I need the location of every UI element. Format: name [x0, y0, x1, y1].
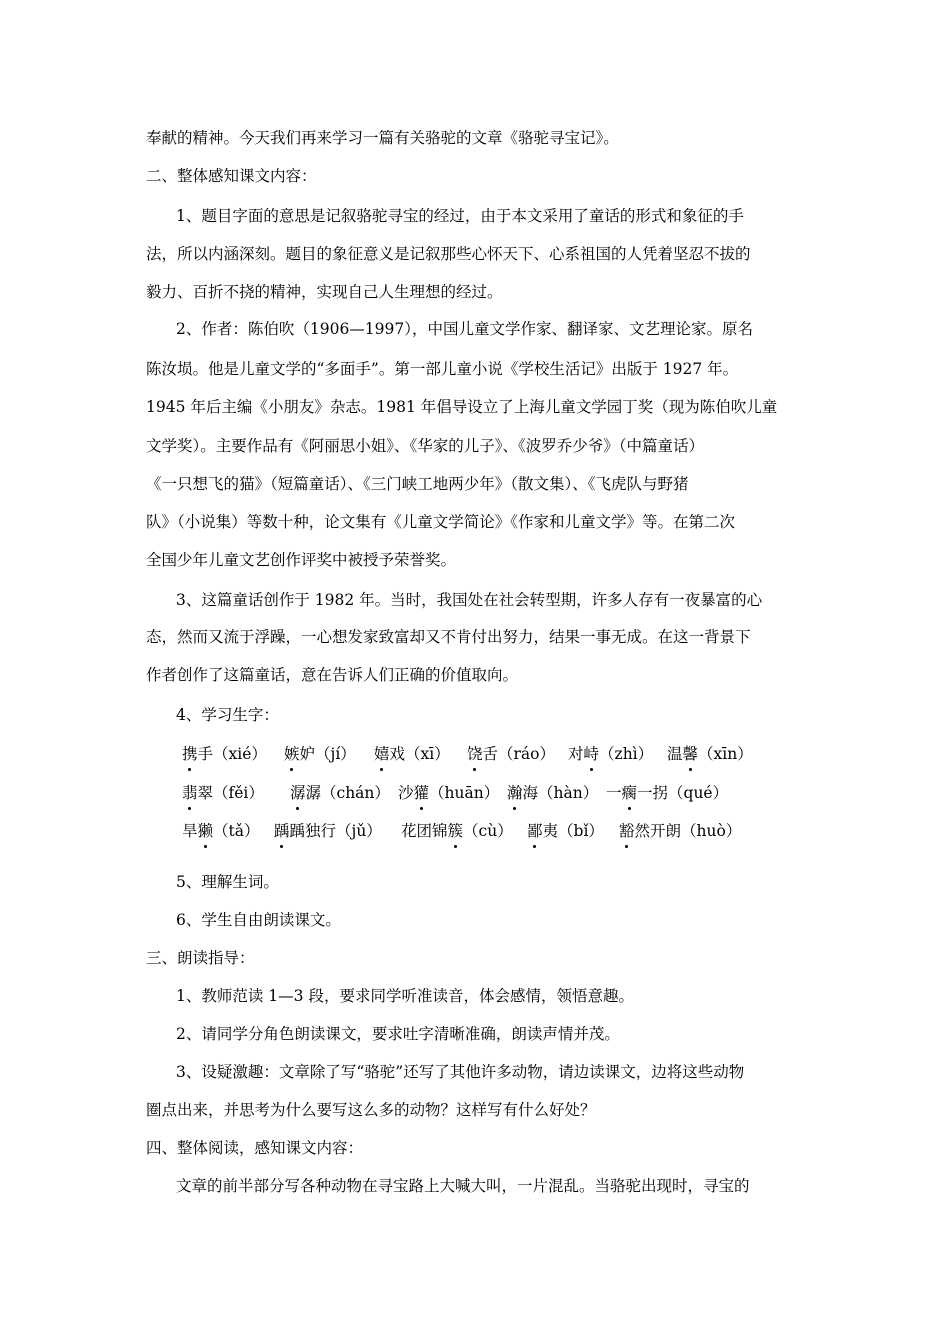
- vocab-item: 温馨（xīn）: [667, 745, 753, 763]
- vocab-item: 瀚海（hàn）: [507, 784, 599, 802]
- text-line: 6、学生自由朗读课文。: [176, 911, 341, 929]
- text-line: 1、题目字面的意思是记叙骆驼寻宝的经过，由于本文采用了童话的形式和象征的手: [176, 207, 744, 225]
- text-line: 态，然而又流于浮躁，一心想发家致富却又不肯付出努力，结果一事无成。在这一背景下: [146, 628, 751, 646]
- vocab-item: 旱獭（tǎ）: [182, 822, 260, 840]
- text-line: 队》（小说集）等数十种，论文集有《儿童文学简论》《作家和儿童文学》等。在第二次: [146, 513, 736, 531]
- vocab-item: 一瘸一拐（qué）: [606, 784, 729, 802]
- text-line: 《一只想飞的猫》（短篇童话）、《三门峡工地两少年》（散文集）、《飞虎队与野猪: [146, 475, 689, 493]
- emphasis-dot-char: 饶: [467, 745, 483, 763]
- text-line: 圈点出来，并思考为什么要写这么多的动物？这样写有什么好处？: [146, 1101, 596, 1119]
- emphasis-dot-char: 瘸: [621, 784, 638, 802]
- text-line: 3、这篇童话创作于 1982 年。当时，我国处在社会转型期，许多人存有一夜暴富的心: [176, 591, 763, 609]
- text-line: 毅力、百折不挠的精神，实现自己人生理想的经过。: [146, 283, 503, 301]
- vocab-item: 携手（xié）: [182, 745, 267, 763]
- vocab-item: 翡翠（fěi）: [182, 784, 264, 802]
- text-line: 3、设疑激趣：文章除了写“骆驼”还写了其他许多动物，请边读课文，边将这些动物: [176, 1063, 745, 1081]
- text-line: 文章的前半部分写各种动物在寻宝路上大喊大叫，一片混乱。当骆驼出现时，寻宝的: [176, 1177, 750, 1195]
- emphasis-dot-char: 豁: [619, 822, 635, 840]
- vocab-item: 饶舌（ráo）: [467, 745, 555, 763]
- text-line: 作者创作了这篇童话，意在告诉人们正确的价值取向。: [146, 666, 519, 684]
- vocab-item: 踽踽独行（jǔ）: [274, 822, 382, 840]
- emphasis-dot-char: 携: [182, 745, 198, 763]
- emphasis-dot-char: 翡: [182, 784, 198, 802]
- emphasis-dot-char: 瀚: [507, 784, 523, 802]
- text-line: 陈汝埙。他是儿童文学的“多面手”。第一部儿童小说《学校生活记》出版于 1927 年。: [146, 360, 739, 378]
- text-line: 2、作者：陈伯吹（1906—1997），中国儿童文学作家、翻译家、文艺理论家。原名: [176, 320, 754, 338]
- vocab-item: 豁然开朗（huò）: [619, 822, 742, 840]
- vocab-item: 嬉戏（xī）: [374, 745, 450, 763]
- vocab-item: 对峙（zhì）: [568, 745, 654, 763]
- text-line: 奉献的精神。今天我们再来学习一篇有关骆驼的文章《骆驼寻宝记》。: [146, 129, 619, 147]
- text-line: 1945 年后主编《小朋友》杂志。1981 年倡导设立了上海儿童文学园丁奖（现为陈伯吹儿童: [146, 398, 778, 416]
- vocab-item: 鄙夷（bǐ）: [527, 822, 604, 840]
- text-line: 法，所以内涵深刻。题目的象征意义是记叙那些心怀天下、心系祖国的人凭着坚忍不拔的: [146, 245, 751, 263]
- text-line: 4、学习生字：: [176, 706, 279, 724]
- emphasis-dot-char: 嫉: [284, 745, 300, 763]
- section-heading: 二、整体感知课文内容：: [146, 167, 317, 185]
- text-line: 1、教师范读 1—3 段，要求同学听准读音，体会感情，领悟意趣。: [176, 987, 634, 1005]
- emphasis-dot-char: 馨: [682, 745, 699, 763]
- section-heading: 三、朗读指导：: [146, 949, 255, 967]
- vocab-item: 花团锦簇（cù）: [401, 822, 513, 840]
- emphasis-dot-char: 潺: [290, 784, 306, 802]
- vocab-item: 潺潺（chán）: [290, 784, 390, 802]
- emphasis-dot-char: 嬉: [374, 745, 390, 763]
- emphasis-dot-char: 峙: [583, 745, 600, 763]
- emphasis-dot-char: 簇: [447, 822, 464, 840]
- emphasis-dot-char: 鄙: [527, 822, 543, 840]
- emphasis-dot-char: 踽: [274, 822, 290, 840]
- section-heading: 四、整体阅读，感知课文内容：: [146, 1139, 364, 1157]
- text-line: 2、请同学分角色朗读课文，要求吐字清晰准确，朗读声情并茂。: [176, 1025, 620, 1043]
- text-line: 文学奖）。主要作品有《阿丽思小姐》、《华家的儿子》、《波罗乔少爷》（中篇童话）: [146, 437, 705, 455]
- vocab-item: 嫉妒（jí）: [284, 745, 356, 763]
- vocab-item: 沙獾（huān）: [398, 784, 500, 802]
- emphasis-dot-char: 獾: [413, 784, 430, 802]
- emphasis-dot-char: 獭: [197, 822, 214, 840]
- text-line: 5、理解生词。: [176, 873, 279, 891]
- text-line: 全国少年儿童文艺创作评奖中被授予荣誉奖。: [146, 551, 457, 569]
